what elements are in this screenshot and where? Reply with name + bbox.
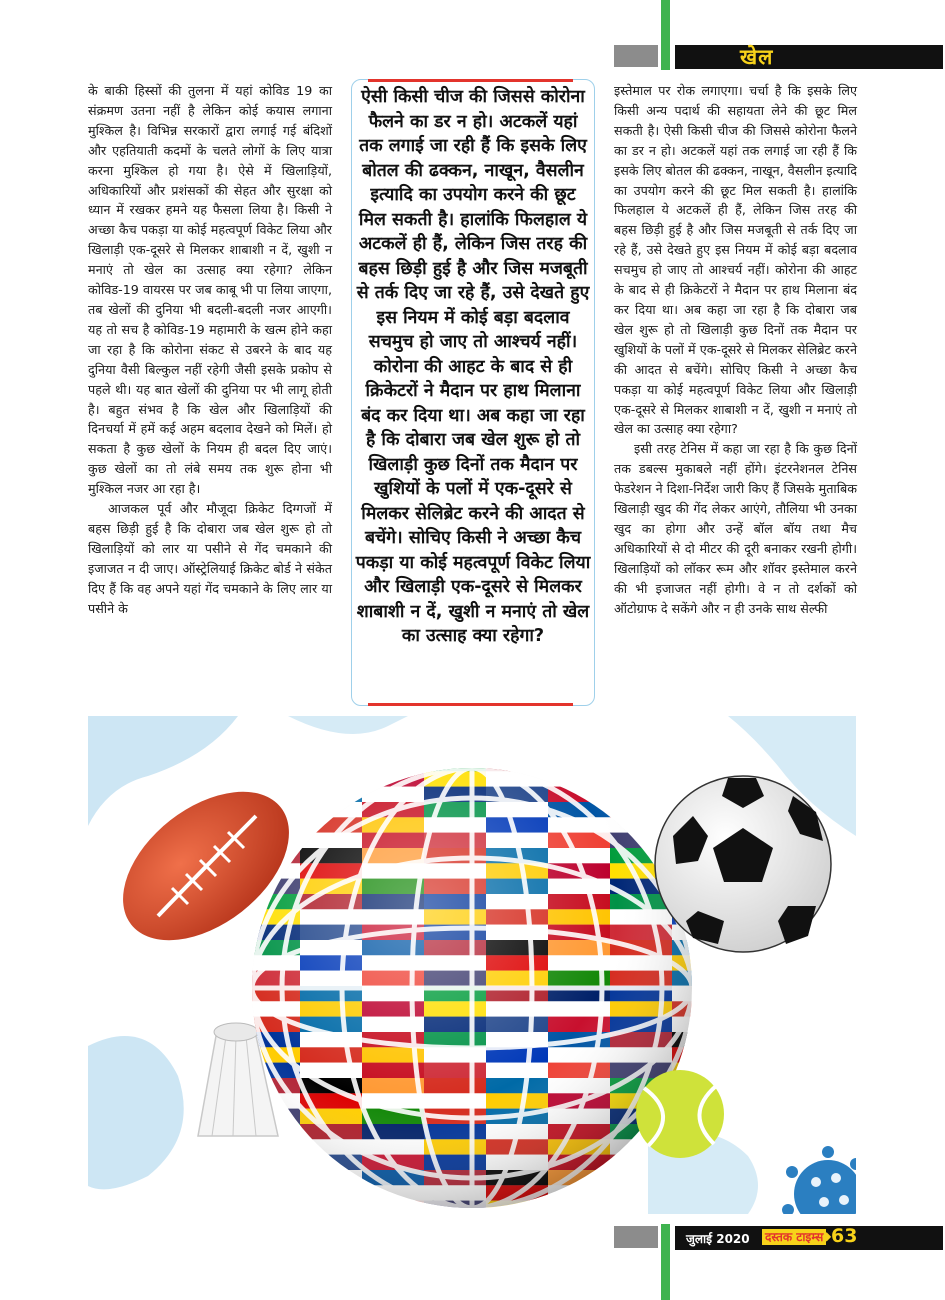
flag-tile-stripe bbox=[238, 1201, 300, 1214]
flag-tile-stripe bbox=[486, 756, 548, 771]
pull-quote-bottom-rule bbox=[368, 703, 573, 706]
flag-tile-stripe bbox=[610, 771, 672, 786]
magazine-brand: दस्तक टाइम्स bbox=[762, 1229, 826, 1245]
footer-gray-block bbox=[614, 1226, 658, 1248]
flag-tile-stripe bbox=[238, 1170, 300, 1185]
flag-tile-stripe bbox=[610, 802, 672, 817]
tennis-ball bbox=[636, 1070, 724, 1158]
flag-tile-stripe bbox=[300, 1185, 362, 1200]
flag-tile-stripe bbox=[300, 756, 362, 771]
flag-tile-stripe bbox=[300, 1201, 362, 1214]
footer-green-bar bbox=[661, 1224, 670, 1300]
left-column bbox=[88, 81, 332, 618]
flag-tile-stripe bbox=[300, 771, 362, 786]
virus-icon bbox=[782, 1146, 856, 1214]
flag-tile-stripe bbox=[672, 756, 734, 771]
footer-bullet: ◆ bbox=[822, 1229, 832, 1243]
header-section-bar bbox=[675, 45, 943, 69]
flag-tile-stripe bbox=[238, 756, 300, 771]
header-gray-block bbox=[614, 45, 658, 67]
flag-tile-stripe bbox=[610, 756, 672, 771]
right-column bbox=[614, 81, 857, 618]
left-paragraph-1: के बाकी हिस्सों की तुलना में यहां कोविड 19 का संक्रमण उतना नहीं है लेकिन कोई कयास लगाना मुश्किल है। विभिन्न सरकारों द्वारा लगाई गई बंदिशों और एहतियाती कदमों के चलते लोगों के लिए यात्रा करना मुश्किल हो गया है। ऐसे में खिलाड़ियों, अधिकारियों और प्रशंसकों की सेहत और सुरक्षा को ध्यान में रखकर हमने यह फैसला लिया है। किसी ने अच्छा कैच पकड़ा या कोई महत्वपूर्ण विकेट लिया और खिलाड़ी एक-दूसरे से मिलकर शाबाशी न दें, खुशी न मनाएं तो खेल का उत्साह क्या रहेगा? लेकिन कोविड-19 वायरस पर जब काबू भी पा लिया जाएगा, तब खेलों की दुनिया भी बदली-बदली नजर आएगी। यह तो सच है कोविड-19 महामारी के खत्म होने कहा जा रहा है कि कोरोना संकट से उबरने के बाद यह दुनिया वैसी बिल्कुल नहीं रहेगी जैसी इसके प्रकोप से पहले थी। यह बात खेलों की दुनिया पर भी लागू होती है। बहुत संभव है कि खेल और खिलाड़ियों की दिनचर्या में हमें कई अहम बदलाव देखने को मिलें। हो सकता है कुछ खेलों के नियम ही बदल दिए जाएं। कुछ खेलों का तो लंबे समय तक शुरू होना भी मुश्किल नजर आ रहा है। bbox=[88, 83, 332, 497]
pull-quote-text: ऐसी किसी चीज की जिससे कोरोना फैलने का डर न हो। अटकलें यहां तक लगाई जा रही हैं कि इसके लिए बोतल की ढक्कन, नाखून, वैसलीन इत्यादि का उपयोग करने की छूट मिल सकती है। हालांकि फिलहाल ये अटकलें ही हैं, लेकिन जिस तरह की बहस छिड़ी हुई है और जिस मजबूती से तर्क दिए जा रहे हैं, उसे देखते हुए इस नियम में कोई बड़ा बदलाव सचमुच हो जाए तो आश्चर्य नहीं। कोरोना की आहट के बाद से ही क्रिकेटरों ने मैदान पर हाथ मिलाना बंद कर दिया था। अब कहा जा रहा है कि दोबारा जब खेल शुरू हो तो खिलाड़ी कुछ दिनों तक मैदान पर खुशियों के पलों में एक-दूसरे से मिलकर सेलिब्रेट करने की आदत से बचेंगे। सोचिए किसी ने अच्छा कैच पकड़ा या कोई महत्वपूर्ण विकेट लिया और खिलाड़ी एक-दूसरे से मिलकर शाबाशी न दें, खुशी न मनाएं तो खेल का उत्साह क्या रहेगा? bbox=[355, 87, 591, 646]
flag-tile-stripe bbox=[548, 771, 610, 786]
issue-date: जुलाई 2020 bbox=[686, 1232, 750, 1246]
flag-tile-stripe bbox=[238, 1185, 300, 1200]
flag-tile-stripe bbox=[238, 1139, 300, 1154]
page-number: 63 bbox=[831, 1225, 858, 1247]
header-green-bar bbox=[661, 0, 670, 70]
pull-quote-top-rule bbox=[368, 79, 573, 82]
left-paragraph-2: आजकल पूर्व और मौजूदा क्रिकेट दिग्गजों में बहस छिड़ी हुई है कि दोबारा जब खेल शुरू हो तो खिलाड़ियों को लार या पसीने से गेंद चमकाने की इजाजत न दी जाए। ऑस्ट्रेलियाई क्रिकेट बोर्ड ने संकेत दिए हैं कि वह अपने यहां गेंद चमकाने के लिए लार या पसीने के bbox=[88, 501, 332, 616]
flag-tile-stripe bbox=[610, 787, 672, 802]
flag-tile-stripe bbox=[362, 756, 424, 771]
flag-tile-stripe bbox=[362, 1201, 424, 1214]
section-title: खेल bbox=[740, 45, 774, 69]
flag-tile-stripe bbox=[238, 1155, 300, 1170]
flag-tile-stripe bbox=[548, 1201, 610, 1214]
right-paragraph-2: इसी तरह टेनिस में कहा जा रहा है कि कुछ दिनों तक डबल्स मुकाबले नहीं होंगे। इंटरनेशनल टेनिस फेडरेशन ने दिशा-निर्देश जारी किए हैं जिसके मुताबिक खिलाड़ी खुद की गेंद लेकर आएंगे, तौलिया भी उनका खुद का होगा और उन्हें बॉल बॉय तथा मैच अधिकारियों से दो मीटर की दूरी बनाकर रखनी होगी। खिलाड़ियों को लॉकर रूम और शॉवर इस्तेमाल करने की भी इजाजत नहीं होगी। वे न तो दर्शकों को ऑटोग्राफ दे सकेंगे और न ही उनके साथ सेल्फी bbox=[614, 441, 857, 616]
flag-tile-stripe bbox=[300, 787, 362, 802]
flag-tile-stripe bbox=[548, 756, 610, 771]
flag-tile-stripe bbox=[238, 771, 300, 786]
soccer-ball bbox=[655, 776, 831, 952]
right-paragraph-1: इस्तेमाल पर रोक लगाएगा। चर्चा है कि इसके लिए किसी अन्य पदार्थ की सहायता लेने की छूट मिल सकती है। ऐसी किसी चीज की जिससे कोरोना फैलने का डर न हो। अटकलें यहां तक लगाई जा रही हैं कि इसके लिए बोतल की ढक्कन, नाखून, वैसलीन इत्यादि का उपयोग करने की छूट मिल सकती है। हालांकि फिलहाल ये अटकलें ही हैं, लेकिन जिस तरह की बहस छिड़ी हुई है और जिस मजबूती से तर्क दिए जा रहे हैं, उसे देखते हुए इस नियम में कोई बड़ा बदलाव सचमुच हो जाए तो आश्चर्य नहीं। कोरोना की आहट के बाद से ही क्रिकेटरों ने मैदान पर हाथ मिलाना बंद कर दिया था। अब कहा जा रहा है कि दोबारा जब खेल शुरू हो तो खिलाड़ी कुछ दिनों तक मैदान पर खुशियों के पलों में एक-दूसरे से मिलकर सेलिब्रेट करने की आदत से बचेंगे। सोचिए किसी ने अच्छा कैच पकड़ा या कोई महत्वपूर्ण विकेट लिया और खिलाड़ी एक-दूसरे से मिलकर शाबाशी न दें, खुशी न मनाएं तो खेल का उत्साह क्या रहेगा? bbox=[614, 83, 857, 437]
sports-illustration bbox=[88, 716, 856, 1214]
